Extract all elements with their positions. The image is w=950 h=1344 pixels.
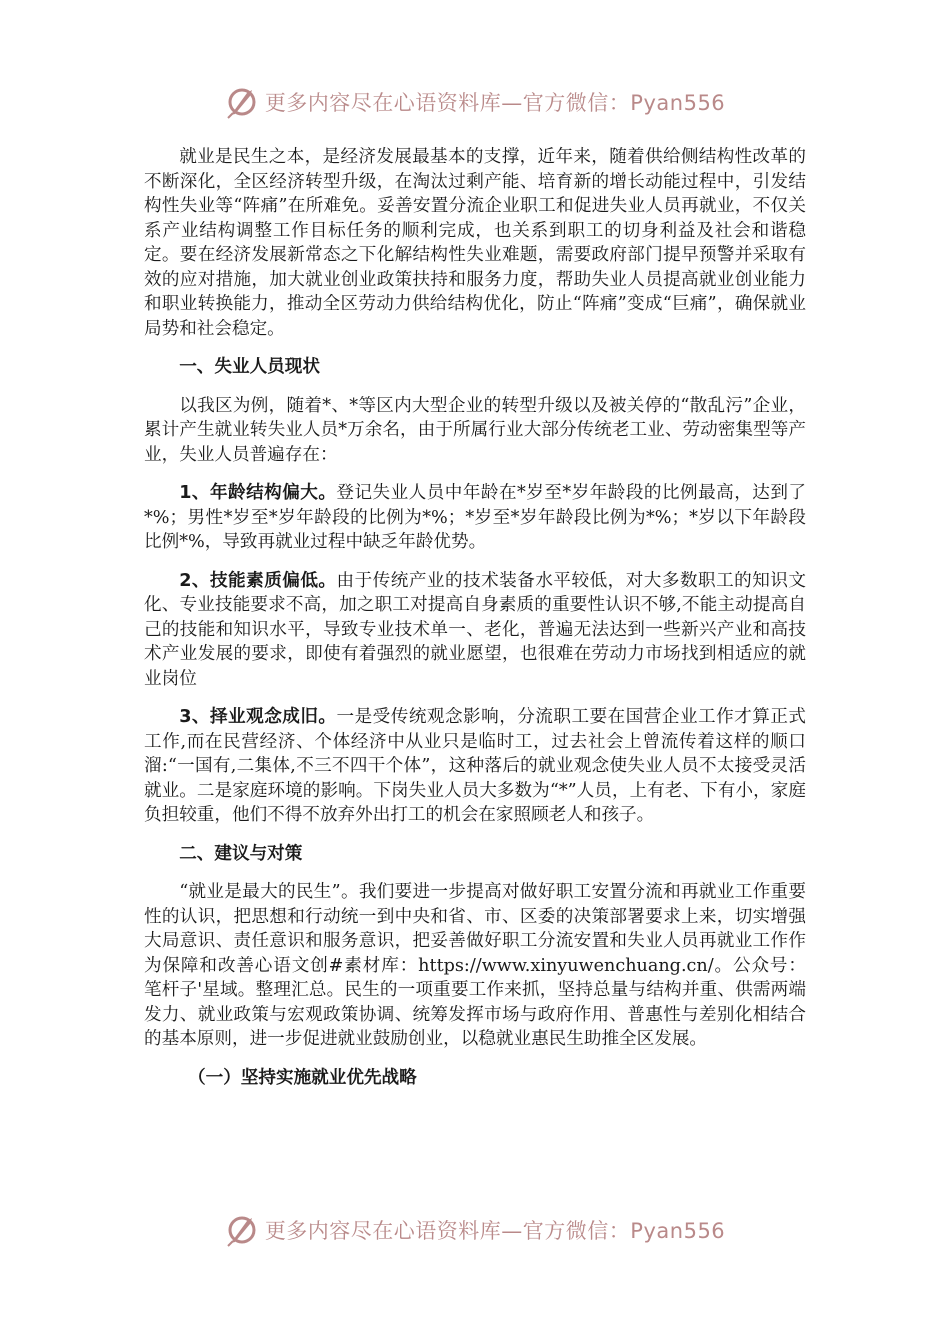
subsection-heading: （一）坚持实施就业优先战略 (188, 1067, 417, 1088)
quill-logo-icon (225, 1213, 259, 1247)
header-watermark-banner (0, 80, 950, 124)
list-item-lead: 1、年龄结构偏大。 (179, 483, 337, 503)
section-heading-suggestions: 二、建议与对策 (179, 843, 303, 864)
section-heading-current-status: 一、失业人员现状 (179, 357, 320, 377)
quill-logo-icon (225, 85, 259, 119)
section1-intro-paragraph: 以我区为例，随着*、*等区内大型企业的转型升级以及被关停的“散乱污”企业，累计产生就业转失业人员*万余名，由于所属行业大部分传统老工业、劳动密集型等产业，失业人员普遍存在： (144, 395, 806, 465)
list-item-mindset (144, 705, 806, 828)
list-item-lead: 2、技能素质偏低。 (179, 570, 337, 591)
document-body (144, 145, 806, 1090)
watermark-text: 更多内容尽在心语资料库—官方微信：Pyan556 (264, 1219, 726, 1243)
list-item-text: 由于传统产业的技术装备水平较低，对大多数职工的知识文化、专业技能要求不高，加之职工对提高自身素质的重要性认识不够,不能主动提高自己的技能和知识水平，导致专业技术单一、老化，普遍无法达到一些新兴产业和高技术产业发展的要求，即使有着强烈的就业愿望，也很难在劳动力市场找到相适应的就业岗位 (144, 570, 806, 689)
list-item-text: 登记失业人员中年龄在*岁至*岁年龄段的比例最高，达到了*%；男性*岁至*岁年龄段的比例为*%；*岁至*岁年龄段比例为*%；*岁以下年龄段比例*%，导致再就业过程中缺乏年龄优势。 (144, 483, 806, 552)
list-item-age (144, 481, 806, 555)
list-item-skills (144, 569, 806, 692)
footer-watermark-banner (0, 1208, 950, 1252)
list-item-text: 一是受传统观念影响，分流职工要在国营企业工作才算正式工作,而在民营经济、个体经济中从业只是临时工，过去社会上曾流传着这样的顺口溜:“一国有,二集体,不三不四干个体”，这种落后的就业观念使失业人员不太接受灵活就业。二是家庭环境的影响。下岗失业人员大多数为“*”人员，上有老、下有小，家庭负担较重，他们不得不放弃外出打工的机会在家照顾老人和孩子。 (144, 707, 806, 825)
intro-paragraph: 就业是民生之本，是经济发展最基本的支撑，近年来，随着供给侧结构性改革的不断深化，全区经济转型升级，在淘汰过剩产能、培育新的增长动能过程中，引发结构性失业等“阵痛”在所难免。妥善安置分流企业职工和促进失业人员再就业，不仅关系产业结构调整工作目标任务的顺利完成，也关系到职工的切身利益及社会和谐稳定。要在经济发展新常态之下化解结构性失业难题，需要政府部门提早预警并采取有效的应对措施，加大就业创业政策扶持和服务力度，帮助失业人员提高就业创业能力和职业转换能力，推动全区劳动力供给结构优化，防止“阵痛”变成“巨痛”，确保就业局势和社会稳定。 (144, 147, 806, 339)
watermark-text: 更多内容尽在心语资料库—官方微信：Pyan556 (264, 91, 726, 115)
list-item-lead: 3、择业观念成旧。 (179, 707, 337, 727)
section2-body-paragraph: “就业是最大的民生”。我们要进一步提高对做好职工安置分流和再就业工作重要性的认识，把思想和行动统一到中央和省、市、区委的决策部署要求上来，切实增强大局意识、责任意识和服务意识，把妥善做好职工分流安置和失业人员再就业工作作为保障和改善心语文创#素材库：https://www.xinyuwenchuang.cn/。公众号：笔杆子'星域。整理汇总。民生的一项重要工作来抓，坚持总量与结构并重、供需两端发力、就业政策与宏观政策协调、统筹发挥市场与政府作用、普惠性与差别化相结合的基本原则，进一步促进就业鼓励创业，以稳就业惠民生助推全区发展。 (144, 882, 806, 1049)
